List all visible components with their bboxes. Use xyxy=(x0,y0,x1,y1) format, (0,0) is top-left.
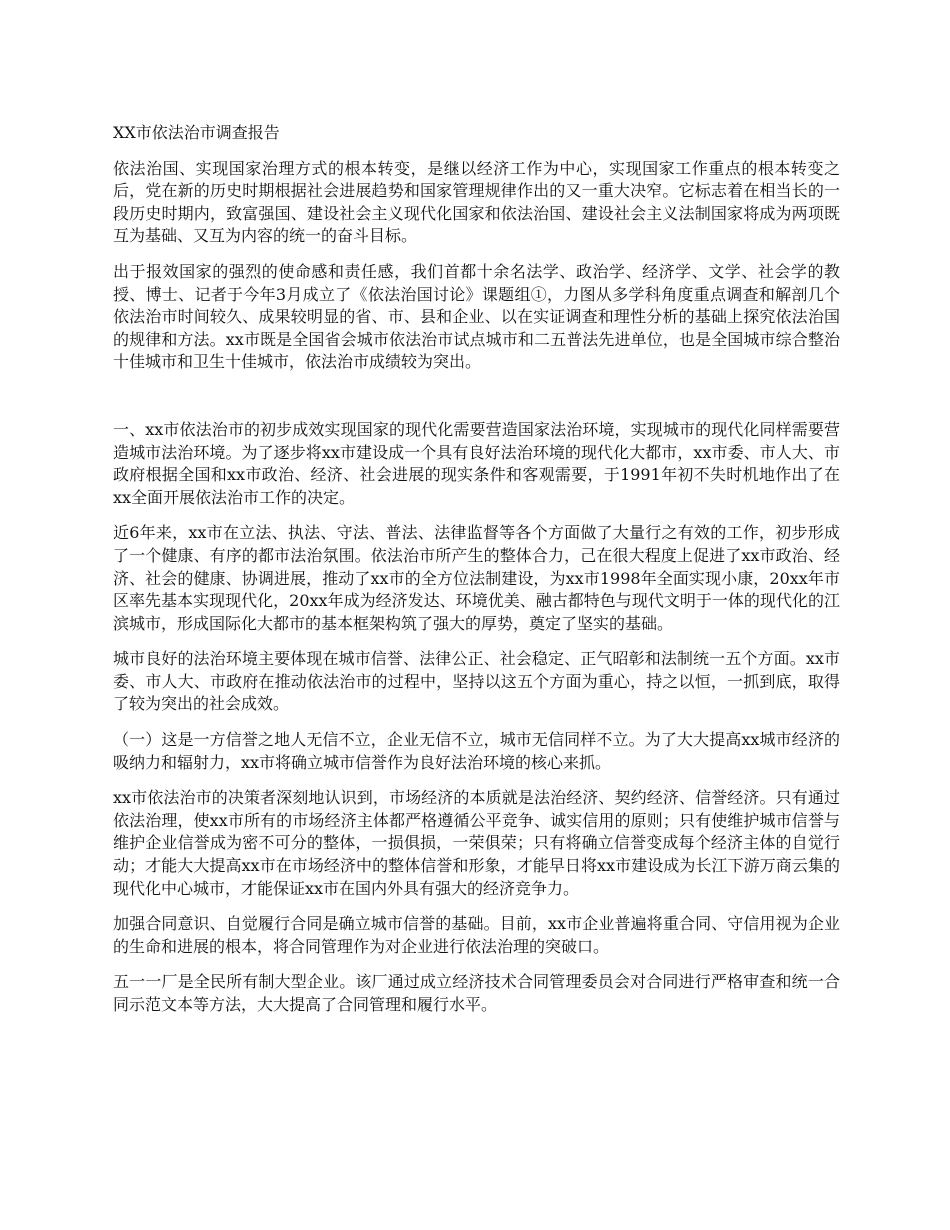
paragraph-credit-heading: （一）这是一方信誉之地人无信不立，企业无信不立，城市无信同样不立。为了大大提高xx城市经济的吸纳力和辐射力，xx市将确立城市信誉作为良好法治环境的核心来抓。 xyxy=(113,730,840,772)
paragraph-section-one: 一、xx市依法治市的初步成效实现国家的现代化需要营造国家法治环境，实现城市的现代化同样需要营造城市法治环境。为了逐步将xx市建设成一个具有良好法治环境的现代化大都市，xx市委、市人大、市政府根据全国和xx市政治、经济、社会进展的现实条件和客观需要，于1991年初不失时机地作出了在xx全面开展依法治市工作的决定。 xyxy=(113,419,840,507)
document-page xyxy=(113,122,840,1030)
paragraph-market-economy: xx市依法治市的决策者深刻地认识到，市场经济的本质就是法治经济、契约经济、信誉经济。只有通过依法治理，使xx市所有的市场经济主体都严格遵循公平竞争、诚实信用的原则；只有使维护城市信誉与维护企业信誉成为密不可分的整体，一损俱损，一荣俱荣；只有将确立信誉变成每个经济主体的自觉行动；才能大大提高xx市在市场经济中的整体信誉和形象，才能早日将xx市建设成为长江下游万商云集的现代化中心城市，才能保证xx市在国内外具有强大的经济竞争力。 xyxy=(113,788,840,898)
paragraph-contract-awareness: 加强合同意识、自觉履行合同是确立城市信誉的基础。目前，xx市企业普遍将重合同、守信用视为企业的生命和进展的根本，将合同管理作为对企业进行依法治理的突破口。 xyxy=(113,914,840,956)
paragraph-six-years: 近6年来，xx市在立法、执法、守法、普法、法律监督等各个方面做了大量行之有效的工作，初步形成了一个健康、有序的都市法治氛围。依法治市所产生的整体合力，己在很大程度上促进了xx市政治、经济、社会的健康、协调进展，推动了xx市的全方位法制建设，为xx市1998年全面实现小康，20xx年市区率先基本实现现代化，20xx年成为经济发达、环境优美、融古都特色与现代文明于一体的现代化的江滨城市，形成国际化大都市的基本框架构筑了强大的厚势，奠定了坚实的基础。 xyxy=(113,523,840,633)
paragraph-research-group: 出于报效国家的强烈的使命感和责任感，我们首都十余名法学、政治学、经济学、文学、社会学的教授、博士、记者于今年3月成立了《依法治国讨论》课题组①，力图从多学科角度重点调查和解剖几个依法治市时间较久、成果较明显的省、市、县和企业、以在实证调查和理性分析的基础上探究依法治国的规律和方法。xx市既是全国省会城市依法治市试点城市和二五普法先进单位，也是全国城市综合整治十佳城市和卫生十佳城市，依法治市成绩较为突出。 xyxy=(113,261,840,372)
paragraph-five-aspects: 城市良好的法治环境主要体现在城市信誉、法律公正、社会稳定、正气昭彰和法制统一五个方面。xx市委、市人大、市政府在推动依法治市的过程中，坚持以这五个方面为重心，持之以恒，一抓到底，取得了较为突出的社会成效。 xyxy=(113,649,840,714)
paragraph-factory-511: 五一一厂是全民所有制大型企业。该厂通过成立经济技术合同管理委员会对合同进行严格审查和统一合同示范文本等方法，大大提高了合同管理和履行水平。 xyxy=(113,972,840,1014)
section-gap xyxy=(113,387,840,419)
paragraph-intro: 依法治国、实现国家治理方式的根本转变，是继以经济工作为中心，实现国家工作重点的根本转变之后，党在新的历史时期根据社会进展趋势和国家管理规律作出的又一重大决窄。它标志着在相当长的一段历史时期内，致富强国、建设社会主义现代化国家和依法治国、建设社会主义法制国家将成为两项既互为基础、又互为内容的统一的奋斗目标。 xyxy=(113,158,840,246)
document-title: XX市依法治市调查报告 xyxy=(113,123,280,142)
